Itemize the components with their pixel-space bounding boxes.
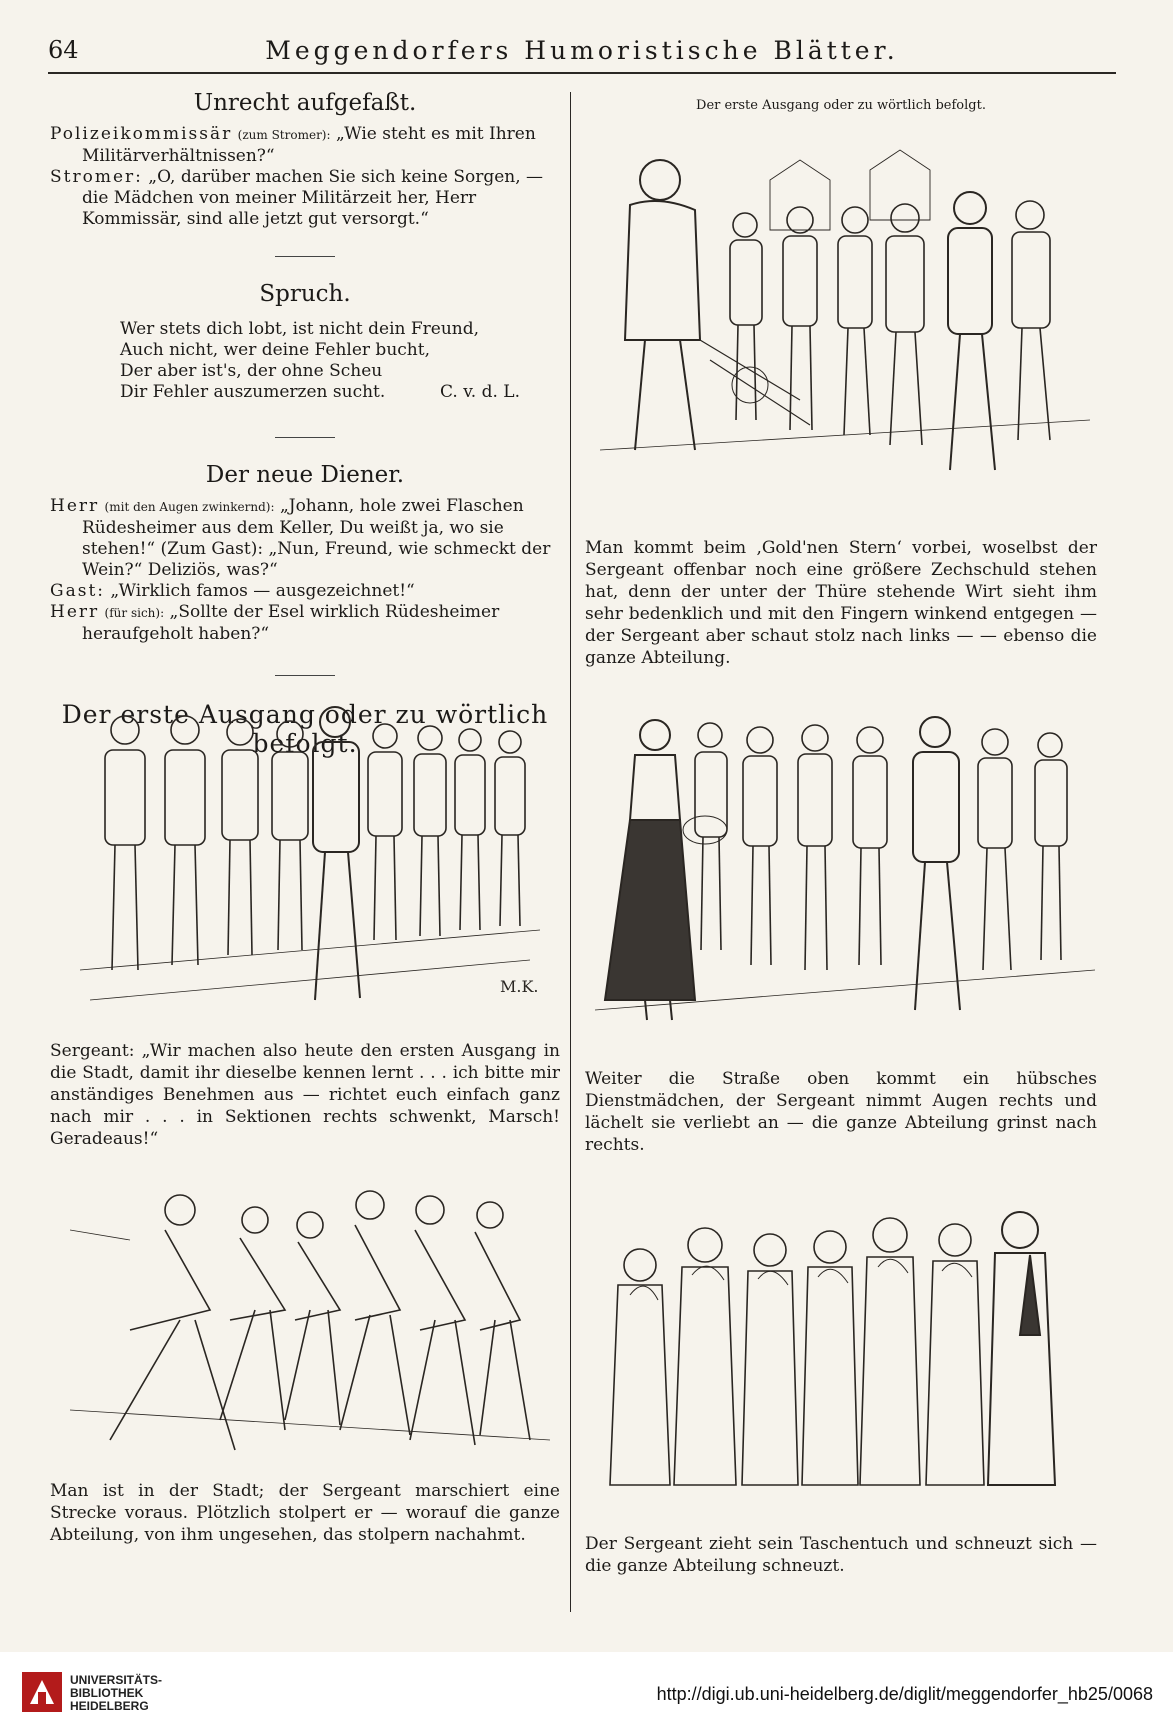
soldier-figure	[272, 721, 308, 950]
source-url-link[interactable]: http://digi.ub.uni-heidelberg.de/diglit/meggendorfer_hb25/0068	[656, 1684, 1153, 1704]
soldier-figure	[783, 207, 817, 430]
separator	[275, 256, 335, 257]
soldier-figure	[886, 204, 924, 445]
dialog-unrecht	[50, 124, 560, 230]
soldier-figure	[165, 716, 205, 965]
caption-handkerchief: Der Sergeant zieht sein Taschentuch und schneuzt sich — die ganze Abteilung schneuzt.	[585, 1534, 1097, 1576]
illustration-handkerchief	[600, 1205, 1090, 1505]
soldier-figure	[853, 727, 887, 965]
verse: Dir Fehler auszumerzen sucht. C. v. d. L.	[120, 382, 520, 402]
soldier-figure	[860, 1218, 920, 1485]
running-title: Meggendorfers Humoristische Blätter.	[265, 36, 899, 65]
article-title-unrecht: Unrecht aufgefaßt.	[193, 90, 417, 116]
library-name: UNIVERSITÄTS- BIBLIOTHEK HEIDELBERG	[70, 1673, 163, 1713]
dialog-line: Stromer: „O, darüber machen Sie sich keine Sorgen, — die Mädchen von meiner Militärzeit her, Herr Kommissär, sind alle jetzt gut versorgt.“	[50, 167, 544, 229]
dialog-line: Polizeikommissär (zum Stromer): „Wie steht es mit Ihren Militärverhältnissen?“	[50, 124, 536, 166]
article-title-diener: Der neue Diener.	[205, 462, 405, 488]
caption-block-1	[50, 1040, 560, 1150]
separator	[275, 437, 335, 438]
soldier-figure	[1012, 201, 1050, 440]
verse: Wer stets dich lobt, ist nicht dein Freund,	[120, 319, 480, 339]
soldier-figure	[368, 724, 402, 940]
soldier-figure	[742, 1234, 798, 1485]
separator	[275, 675, 335, 676]
sergeant-figure	[313, 707, 360, 1000]
verse: Der aber ist's, der ohne Scheu	[120, 361, 383, 381]
soldier-figure	[110, 1195, 235, 1450]
right-column	[585, 84, 1097, 121]
dialog-line: Herr (für sich): „Sollte der Esel wirklich Rüdesheimer heraufgeholt haben?“	[50, 602, 500, 644]
soldier-figure	[743, 727, 777, 965]
caption-tavern: Man kommt beim ‚Gold'nen Stern‘ vorbei, woselbst der Sergeant offenbar noch eine größere Zechschuld stehen hat, denn der unter der Thüre stehende Wirt sieht ihm sehr bedenklich und mit den Fingern winkend entgegen — der Sergeant aber schaut stolz nach links — — ebenso die ganze Abteilung.	[585, 538, 1097, 668]
footer-bar	[0, 1652, 1173, 1736]
column-divider	[570, 92, 571, 1612]
verse: Auch nicht, wer deine Fehler bucht,	[120, 340, 430, 360]
soldier-figure	[802, 1231, 858, 1485]
sergeant-figure	[913, 717, 960, 1010]
soldier-figure	[798, 725, 832, 970]
caption-maid: Weiter die Straße oben kommt ein hübsches Dienstmädchen, der Sergeant nimmt Augen rechts und lächelt sie verliebt an — die ganze Abteilung grinst nach rechts.	[585, 1069, 1097, 1155]
soldier-figure	[978, 729, 1012, 970]
soldier-figure	[340, 1191, 410, 1435]
dialog-line: Herr (mit den Augen zwinkernd): „Johann, hole zwei Flaschen Rüdesheimer aus dem Keller, Du weißt ja, wo sie stehen!“ (Zum Gast): „Nun, Freund, wie schmeckt der Wein?“ Deliziös, was?“	[50, 496, 551, 580]
soldier-figure	[730, 213, 762, 420]
illustration-title: Der erste Ausgang oder zu wörtlich befolgt.	[696, 98, 986, 113]
soldier-figure	[838, 207, 872, 435]
article-title-ausgang: Der erste Ausgang oder zu wörtlich befolgt.	[61, 700, 549, 758]
artist-signature: M.K.	[500, 977, 539, 996]
maid-figure	[605, 720, 695, 1020]
soldier-figure	[495, 731, 525, 926]
soldier-figure	[414, 726, 446, 936]
caption-block-2	[585, 537, 1097, 669]
poem-spruch	[120, 319, 560, 403]
innkeeper-figure	[625, 160, 700, 450]
soldier-figure	[674, 1228, 736, 1485]
illustration-maid	[595, 710, 1095, 1050]
soldier-figure	[475, 1202, 530, 1440]
soldier-figure	[695, 723, 727, 950]
page-number: 64	[48, 36, 79, 64]
page-header	[48, 36, 1116, 70]
caption-block-4	[585, 1068, 1097, 1156]
soldier-figure	[220, 1207, 285, 1430]
left-column	[50, 84, 560, 758]
soldier-figure	[1035, 733, 1067, 960]
soldier-figure	[105, 716, 145, 970]
dialog-line: Gast: „Wirklich famos — ausgezeichnet!“	[50, 581, 415, 601]
caption-block-5	[585, 1533, 1097, 1577]
poem-author: C. v. d. L.	[440, 382, 520, 402]
soldier-figure	[610, 1249, 670, 1485]
illustration-stumbling	[70, 1170, 550, 1470]
article-title-spruch: Spruch.	[259, 281, 351, 307]
university-logo-icon	[20, 1670, 64, 1714]
dialog-diener	[50, 496, 560, 645]
header-rule	[48, 72, 1116, 74]
illustration-tavern	[600, 140, 1090, 510]
caption-sergeant: Sergeant: „Wir machen also heute den ersten Ausgang in die Stadt, damit ihr dieselbe kennen lernt . . . ich bitte mir anständiges Benehmen aus — richtet euch einfach ganz nach mir . . . in Sektionen rechts schwenkt, Marsch! Geradeaus!“	[50, 1041, 560, 1149]
sergeant-figure	[988, 1212, 1055, 1485]
caption-block-3	[50, 1480, 560, 1546]
illustration-soldiers-line	[70, 700, 550, 1030]
soldier-figure	[285, 1212, 340, 1425]
soldier-figure	[410, 1196, 475, 1445]
soldier-figure	[926, 1224, 984, 1485]
caption-stumble: Man ist in der Stadt; der Sergeant marschiert eine Strecke voraus. Plötzlich stolpert er — worauf die ganze Abteilung, von ihm ungesehen, das stolpern nachahmt.	[50, 1481, 560, 1545]
soldier-figure	[222, 719, 258, 955]
soldier-figure	[455, 729, 485, 930]
